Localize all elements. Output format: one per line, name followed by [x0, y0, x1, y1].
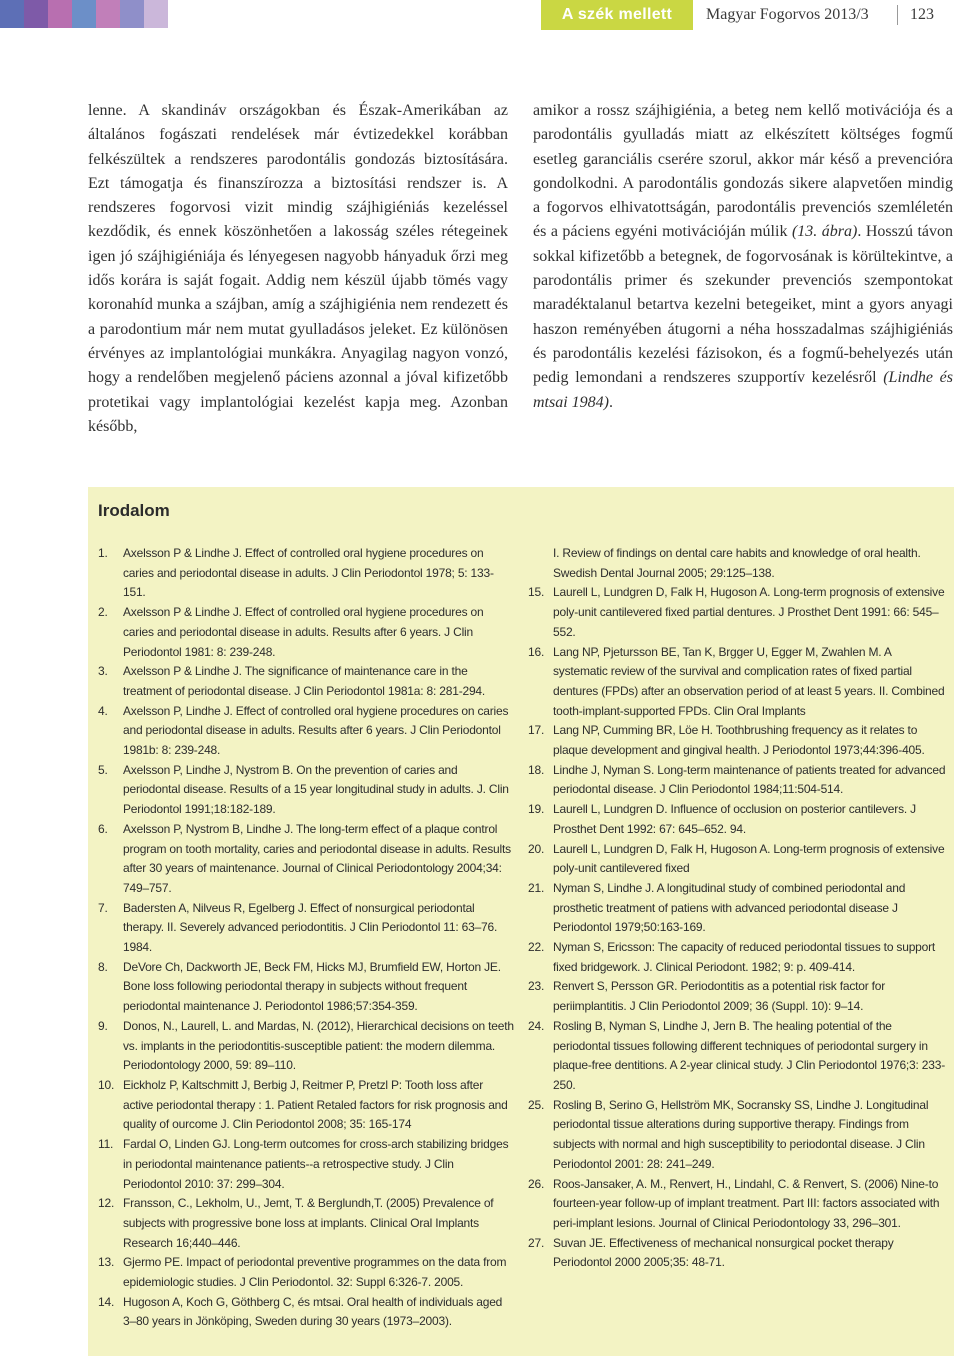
reference-number: 4.	[98, 703, 108, 718]
color-swatch	[72, 0, 96, 28]
reference-item	[98, 899, 514, 958]
body-text: amikor a rossz szájhigiénia, a beteg nem kellő motivációja és a parodontális gyulladás miatt az elkészített költséges fogmű esetleg garanciális cserére szorul, akkor már késő a prevencióra gondolkodni. A parodontális gondozás sikere alapvetően mindig a fogorvos elhivatottságán, parodontális prevenciós szemléletén és a páciens egyéni motivációján múlik	[533, 102, 953, 241]
reference-number: 16.	[528, 644, 545, 659]
reference-text: Fardal O, Linden GJ. Long-term outcomes for cross-arch stabilizing bridges in periodontal maintenance patients--a retrospective study. J Clin Periodontol 2010: 37: 299–304.	[123, 1137, 509, 1191]
reference-text: Eickholz P, Kaltschmitt J, Berbig J, Reitmer P, Pretzl P: Tooth loss after active periodontal therapy : 1. Patient Retaled factors for risk prognosis and quality of ourcome J. Clin Periodontol 2008; 35: 165-174	[123, 1077, 508, 1132]
color-swatch	[144, 0, 168, 28]
body-column-right	[533, 99, 953, 415]
reference-number: 26.	[528, 1176, 545, 1191]
body-text: .	[609, 393, 613, 411]
color-swatch-strip	[0, 0, 168, 28]
reference-text: Nyman S, Ericsson: The capacity of reduced periodontal tissues to support fixed bridgework. J. Clinical Periodont. 1982; 9: p. 409-414.	[553, 940, 936, 974]
reference-number: 1.	[98, 546, 108, 560]
reference-number: 10.	[98, 1077, 115, 1092]
reference-text: Axelsson P & Lindhe J. Effect of controlled oral hygiene procedures on caries and periodontal disease in adults. Results after 6 years. J Clin Periodontol 1981: 8: 239-248.	[123, 605, 484, 659]
reference-number: 18.	[528, 762, 545, 777]
reference-text: Rosling B, Nyman S, Lindhe J, Jern B. The healing potential of the periodontal tissues following different techniques of periodontal surgery in plaque-free dentitions. A 2-year clinical study. J Clin Periodontol 1976;3: 233-250.	[553, 1018, 946, 1092]
reference-number: 2.	[98, 605, 108, 620]
color-swatch	[48, 0, 72, 28]
reference-number: 6.	[98, 821, 108, 836]
reference-item	[528, 1234, 948, 1273]
reference-number: 3.	[98, 664, 108, 679]
reference-item	[528, 879, 948, 938]
reference-number: 11.	[98, 1137, 114, 1152]
reference-text: Lindhe J, Nyman S. Long-term maintenance of patients treated for advanced periodontal disease. J Clin Periodontol 1984;11:504-514.	[553, 762, 946, 797]
reference-item	[528, 840, 948, 879]
page-number: 123	[910, 6, 934, 23]
color-swatch	[24, 0, 48, 28]
reference-item	[528, 643, 948, 722]
reference-text: Laurell L, Lundgren D, Falk H, Hugoson A. Long-term prognosis of extensive poly-unit cantilevered fixed partial dentures. J Prosthet Dent 1991: 66: 545–552.	[553, 585, 945, 639]
reference-text: Lang NP, Cumming BR, Löe H. Toothbrushing frequency as it relates to plaque development and gingival health. J Periodontol 1973;44:396-405.	[553, 723, 925, 758]
citation-reference: (Lindhe és mtsai 1984)	[533, 369, 954, 411]
reference-number: 12.	[98, 1196, 115, 1211]
reference-item	[528, 977, 948, 1016]
reference-text: Renvert S, Persson GR. Periodontitis as a potential risk factor for periimplantitis. J Clin Periodontol 2009; 36 (Suppl. 10): 9–14.	[553, 979, 886, 1014]
reference-number: 17.	[528, 723, 545, 738]
reference-item	[98, 761, 514, 820]
reference-item	[98, 603, 514, 662]
reference-number: 25.	[528, 1097, 545, 1112]
reference-item	[528, 1017, 948, 1096]
reference-text: Axelsson P, Nystrom B, Lindhe J. The long-term effect of a plaque control program on tooth mortality, caries and periodontal disease in adults. Results after 30 years of maintenance. Journal of Clinical Periodontology 2004;34: 749–757.	[123, 821, 511, 895]
page-header	[0, 0, 960, 36]
reference-text: DeVore Ch, Dackworth JE, Beck FM, Hicks MJ, Brumfield EW, Horton JE. Bone loss following periodontal therapy in subjects without frequent periodontal maintenance J. Periodontol 1986;57:354-359.	[123, 959, 501, 1014]
reference-item	[98, 1194, 514, 1253]
figure-reference: (13. ábra)	[791, 223, 858, 241]
reference-number: 24.	[528, 1018, 545, 1033]
reference-text: Donos, N., Laurell, L. and Mardas, N. (2012), Hierarchical decisions on teeth vs. implants in the periodontitis-susceptible patient: the modern dilemma. Periodontology 2000, 59: 89–110.	[123, 1018, 514, 1073]
reference-item	[98, 1076, 514, 1135]
reference-text: Rosling B, Serino G, Hellström MK, Socransky SS, Lindhe J. Longitudinal periodontal tissue alterations during supportive therapy. Findings from subjects with normal and high susceptibility to periodontal disease. J Clin Periodontol 2001: 28: 241–249.	[553, 1097, 929, 1171]
reference-item	[528, 721, 948, 760]
reference-number: 7.	[98, 900, 108, 915]
reference-item	[98, 544, 514, 603]
reference-item	[98, 958, 514, 1017]
reference-number: 8.	[98, 959, 108, 974]
color-swatch	[96, 0, 120, 28]
references-box	[88, 487, 954, 1356]
reference-text: Gjermo PE. Impact of periodontal preventive programmes on the data from epidemiologic studies. J Clin Periodontol. 32: Suppl 6:326-7. 2005.	[123, 1255, 507, 1290]
reference-number: 19.	[528, 802, 545, 817]
references-list-left	[98, 544, 514, 1332]
reference-number: 22.	[528, 940, 545, 955]
reference-item	[98, 662, 514, 701]
reference-text: Roos-Jansaker, A. M., Renvert, H., Lindahl, C. & Renvert, S. (2006) Nine-to fourteen-year follow-up of implant treatment. Part III: factors associated with peri-implant lesions. Journal of Clinical Periodontology 33, 296–301.	[553, 1176, 940, 1230]
reference-item	[528, 800, 948, 839]
reference-item	[528, 938, 948, 977]
reference-text: Axelsson P, Lindhe J. Effect of controlled oral hygiene procedures on caries and periodontal disease in adults. Results after 6 years. J Clin Periodontol 1981b: 8: 239-248.	[123, 703, 509, 758]
reference-text: Laurell L, Lundgren D. Influence of occlusion on posterior cantilevers. J Prosthet Dent 1992: 67: 645–652. 94.	[553, 802, 916, 836]
reference-text: Suvan JE. Effectiveness of mechanical nonsurgical pocket therapy Periodontol 2000 2005;35: 48-71.	[553, 1235, 894, 1270]
reference-item	[98, 1293, 514, 1332]
reference-text: Hugoson A, Koch G, Göthberg C, és mtsai. Oral health of individuals aged 3–80 years in Jönköping, Sweden during 30 years (1973–2003).	[123, 1294, 503, 1329]
reference-text: Axelsson P, Lindhe J, Nystrom B. On the prevention of caries and periodontal disease. Results of a 15 year longitudinal study in adults. J. Clin Periodontol 1991;18:182-189.	[123, 762, 509, 817]
body-text: . Hosszú távon sokkal kifizetőbb a betegnek, de fogorvosának is körültekintve, a parodontális primer és szekunder prevenciós szempontokat maradéktalanul betartva kezelni betegeiket, mint a gyors anyagi haszon reményében átugorni a néha hosszadalmas szájhigiéniás és parodontális kezelési fázisokon, és a fogmű-behelyezés után pedig lemondani a rendszeres szupportív kezelésről	[533, 223, 954, 387]
reference-text: Lang NP, Pjetursson BE, Tan K, Brgger U, Egger M, Zwahlen M. A systematic review of the survival and complication rates of fixed partial dentures (FPDs) after an observation period of at least 5 years. II. Combined tooth-implant-supported FPDs. Clin Oral Implants	[553, 644, 945, 718]
reference-number: 21.	[528, 880, 545, 895]
reference-item	[528, 1096, 948, 1175]
body-paragraph-left: lenne. A skandináv országokban és Észak-Amerikában az általános fogászati rendelések már évtizedekkel korábban felkészültek a rendszeres parodontális gondozás biztosítására. Ezt támogatja és finanszírozza a biztosítási rendszer is. A rendszeres fogorvosi vizit mindig szájhigiéniás kezeléssel kezdődik, és ennek köszönhetően a lakosság széles rétegeinek igen jó szájhigiéniája és lényegesen nagyobb hányaduk őrzi meg idős korára is saját fogait. Addig nem készül újabb tömés vagy koronahíd munka a szájban, amíg a szájhigiénia nem rendezett és a parodontium már nem mutat gyulladásos jeleket. Ez különösen érvényes az implantológiai munkákra. Anyagilag nagyon vonzó, hogy a rendelőben megjelenő páciens azonnal a jóval kifizetőbb protetikai vagy implantológiai kezelést kapja meg. Azonban később,	[88, 102, 508, 435]
reference-number: 13.	[98, 1255, 115, 1270]
reference-number: 5.	[98, 762, 108, 777]
color-swatch	[120, 0, 144, 28]
journal-title: Magyar Fogorvos 2013/3	[706, 6, 869, 23]
references-heading: Irodalom	[98, 501, 170, 520]
reference-item	[528, 583, 948, 642]
reference-text: Nyman S, Lindhe J. A longitudinal study of combined periodontal and prosthetic treatment of patiens with advanced periodontal disease J Periodontol 1979;50:163-169.	[553, 880, 906, 935]
reference-item	[98, 1135, 514, 1194]
reference-item	[98, 1253, 514, 1292]
reference-text: Axelsson P & Lindhe J. The significance of maintenance care in the treatment of periodontal disease. J Clin Periodontol 1981a: 8: 281-294.	[123, 664, 486, 698]
reference-item	[528, 544, 948, 583]
reference-item	[528, 1175, 948, 1234]
body-column-left	[88, 99, 508, 439]
reference-item	[98, 702, 514, 761]
reference-number: 27.	[528, 1235, 545, 1250]
reference-item	[98, 820, 514, 899]
header-divider	[897, 5, 898, 25]
reference-item	[528, 761, 948, 800]
reference-text: Badersten A, Nilveus R, Egelberg J. Effect of nonsurgical periodontal therapy. II. Severely advanced periodontitis. J Clin Periodontol 11: 63–76. 1984.	[123, 900, 498, 955]
reference-text: Axelsson P & Lindhe J. Effect of controlled oral hygiene procedures on caries and periodontal disease in adults. J Clin Periodontol 1978; 5: 133-151.	[123, 546, 494, 600]
reference-item	[98, 1017, 514, 1076]
reference-text: I. Review of findings on dental care habits and knowledge of oral health. Swedish Dental Journal 2005; 29:125–138.	[553, 546, 921, 580]
section-tab: A szék mellett	[541, 0, 693, 30]
reference-number: 9.	[98, 1018, 108, 1033]
references-list-right	[528, 544, 948, 1273]
reference-number: 14.	[98, 1294, 115, 1309]
color-swatch	[0, 0, 24, 28]
reference-number: 15.	[528, 585, 545, 600]
reference-number: 20.	[528, 841, 545, 856]
reference-text: Laurell L, Lundgren D, Falk H, Hugoson A. Long-term prognosis of extensive poly-unit cantilevered fixed	[553, 841, 945, 876]
reference-number: 23.	[528, 979, 545, 994]
body-paragraph-right	[533, 99, 953, 415]
reference-text: Fransson, C., Lekholm, U., Jemt, T. & Berglundh,T. (2005) Prevalence of subjects with progressive bone loss at implants. Clinical Oral Implants Research 16;440–446.	[123, 1196, 494, 1250]
